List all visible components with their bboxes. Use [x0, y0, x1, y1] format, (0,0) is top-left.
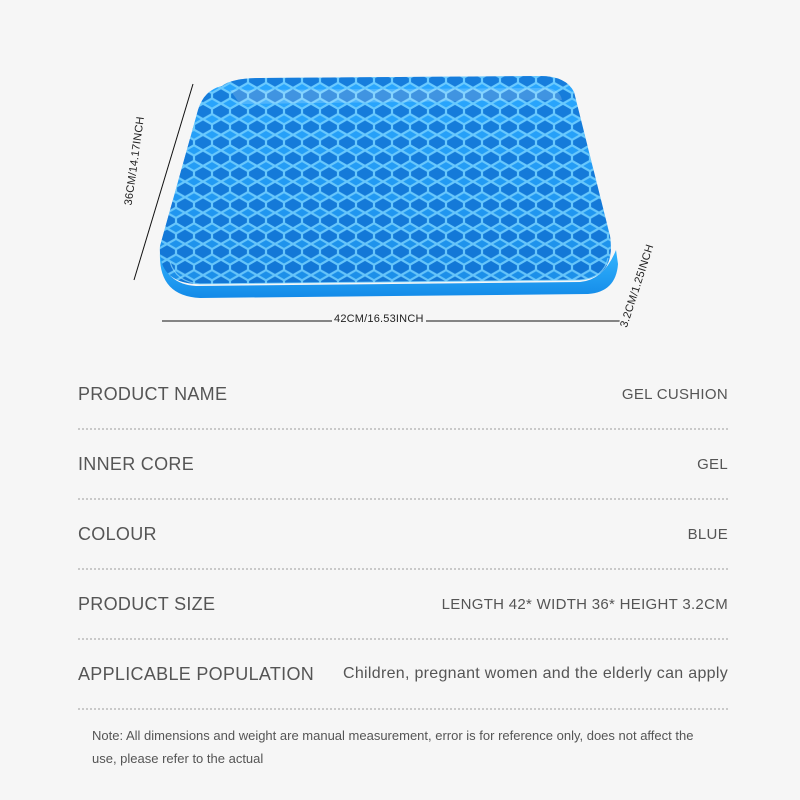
- spec-table: [78, 360, 728, 710]
- spec-row-product-name: [78, 360, 728, 430]
- spec-label: COLOUR: [78, 524, 157, 544]
- product-figure: [0, 0, 800, 360]
- spec-value: GEL CUSHION: [621, 386, 728, 403]
- spec-value: Children, pregnant women and the elderly can apply: [342, 665, 728, 682]
- spec-value: BLUE: [687, 526, 728, 543]
- height-dimension-label: 3.2CM/1.25INCH: [618, 242, 657, 330]
- spec-label: PRODUCT SIZE: [78, 594, 216, 614]
- disclaimer-note: Note: All dimensions and weight are manual measurement, error is for reference only, does not affect the use, please refer to the actual: [92, 728, 694, 766]
- spec-value: LENGTH 42* WIDTH 36* HEIGHT 3.2CM: [441, 596, 728, 613]
- spec-row-product-size: [78, 570, 728, 640]
- spec-value: GEL: [697, 456, 728, 473]
- width-dimension-label: 42CM/16.53INCH: [334, 313, 424, 325]
- spec-row-applicable-population: [78, 640, 728, 710]
- spec-label: PRODUCT NAME: [78, 384, 228, 404]
- spec-label: INNER CORE: [78, 454, 195, 474]
- spec-label: APPLICABLE POPULATION: [78, 664, 315, 684]
- gel-cushion-image: [0, 0, 800, 360]
- spec-row-inner-core: [78, 430, 728, 500]
- depth-dimension-label: 36CM/14.17INCH: [122, 115, 147, 207]
- spec-row-colour: [78, 500, 728, 570]
